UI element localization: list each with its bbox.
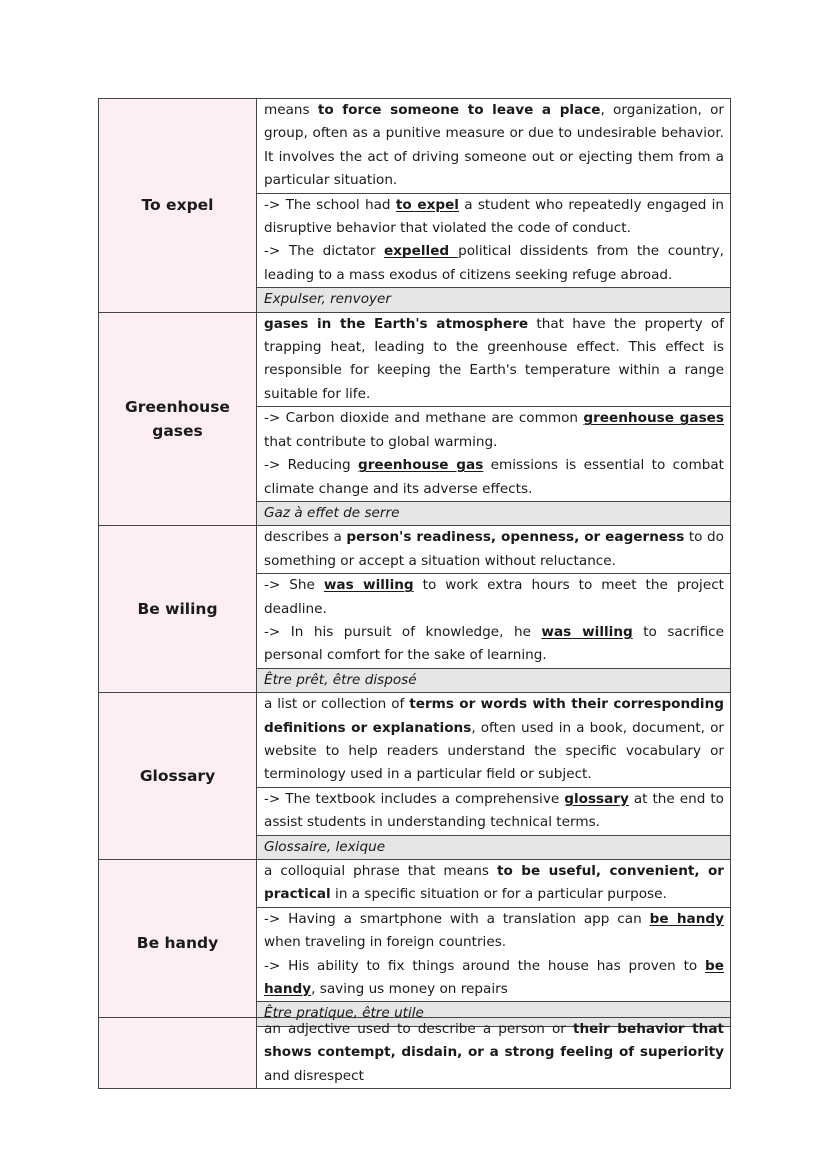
example-sentence (264, 240, 724, 287)
emphasis-bold (396, 197, 459, 213)
emphasis-bold: their behavior that shows contempt, disdain, or a strong feeling of superiority (264, 1021, 724, 1061)
example-sentence (264, 574, 724, 621)
vocab-term: gases (152, 421, 203, 440)
highlighted-term: was willing (323, 577, 414, 594)
text-run: a student who repeatedly engaged in disruptive behavior that violated the code of conduct. (264, 196, 724, 237)
vocab-body-cell (257, 1018, 731, 1089)
emphasis-bold (541, 624, 632, 640)
highlighted-term: glossary (564, 790, 629, 807)
highlighted-term: be handy (649, 910, 724, 927)
vocab-body-cell (257, 312, 731, 526)
vocab-term: Glossary (139, 767, 216, 786)
vocab-translation: Glossaire, lexique (257, 835, 730, 859)
vocab-translation: Être prêt, être disposé (257, 668, 730, 692)
text-run: -> She (264, 577, 324, 594)
vocab-term-cell (99, 99, 257, 313)
emphasis-bold: to force someone to leave a place (317, 102, 601, 118)
text-run: to sacrifice personal comfort for the sake of learning. (264, 623, 724, 664)
vocab-examples (257, 406, 730, 501)
text-run: -> Reducing (264, 457, 358, 474)
emphasis-bold: to be useful, convenient, or practical (264, 863, 725, 903)
emphasis-bold (358, 457, 483, 473)
text-run: when traveling in foreign countries. (264, 934, 507, 951)
vocab-definition (257, 99, 730, 193)
example-sentence (264, 407, 724, 454)
definition-paragraph (264, 526, 724, 573)
text-run: political dissidents from the country, leading to a mass exodus of citizens seeking refuge abroad. (264, 243, 724, 283)
emphasis-bold: person's readiness, openness, or eagerness (346, 529, 685, 546)
vocab-body-cell (257, 99, 731, 313)
vocab-definition (257, 313, 730, 407)
text-run: -> In his pursuit of knowledge, he (264, 623, 542, 640)
vocab-translation: Être pratique, être utile (257, 1001, 730, 1025)
text-run: -> His ability to fix things around the house has proven to (264, 957, 706, 974)
text-run: , often used in a book, document, or website to help readers understand the specific vocabulary or terminology used in a particular field or subject. (264, 719, 724, 783)
definition-paragraph (264, 860, 724, 907)
vocab-entry-row (99, 860, 731, 1027)
text-run: -> Having a smartphone with a translation app can (264, 910, 650, 927)
text-run: to do something or accept a situation without reluctance. (264, 529, 724, 569)
vocab-examples (257, 573, 730, 668)
text-run: that contribute to global warming. (264, 433, 498, 450)
highlighted-term: expelled (383, 243, 459, 260)
vocab-body-cell (257, 526, 731, 693)
text-run: a colloquial phrase that means (264, 863, 498, 879)
vocab-term: To expel (141, 196, 214, 215)
vocab-body-cell (257, 860, 731, 1027)
vocab-term-cell (99, 860, 257, 1027)
text-run: , saving us money on repairs (311, 981, 508, 998)
vocab-examples (257, 787, 730, 835)
vocab-entry-row (99, 693, 731, 860)
text-run: and disrespect (264, 1067, 364, 1084)
definition-paragraph (264, 693, 724, 787)
vocab-body-cell (257, 693, 731, 860)
vocab-entry-row (99, 526, 731, 693)
vocab-entry-row (99, 99, 731, 313)
example-sentence (264, 621, 724, 668)
text-run: , organization, or group, often as a punitive measure or due to undesirable behavior. It involves the act of driving someone out or ejecting them from a particular situation. (264, 102, 724, 189)
emphasis-bold (384, 243, 458, 259)
text-run: describes a (264, 529, 347, 546)
emphasis-bold (324, 577, 414, 593)
example-sentence (264, 955, 724, 1002)
highlighted-term: be handy (264, 957, 724, 998)
vocab-definition (257, 526, 730, 573)
text-run: -> Carbon dioxide and methane are common (264, 410, 584, 427)
vocab-term-cell (99, 526, 257, 693)
highlighted-term: to expel (395, 196, 459, 213)
vocabulary-table-continued (98, 1017, 731, 1089)
vocab-definition (257, 693, 730, 787)
definition-paragraph (264, 99, 724, 193)
text-run: means (264, 102, 318, 118)
emphasis-bold (583, 410, 724, 426)
vocab-definition (257, 1018, 730, 1088)
emphasis-bold: gases in the Earth's atmosphere (264, 315, 529, 332)
vocab-term-cell (99, 312, 257, 526)
vocab-definition (257, 860, 730, 907)
highlighted-term: greenhouse gas (357, 457, 484, 474)
vocab-term-cell (99, 693, 257, 860)
example-sentence (264, 788, 724, 835)
text-run: to work extra hours to meet the project deadline. (264, 577, 724, 617)
vocab-term: Be handy (136, 933, 219, 952)
text-run: in a specific situation or for a particular purpose. (330, 886, 667, 903)
vocabulary-table-body (99, 99, 731, 1027)
text-run: that have the property of trapping heat, leading to the greenhouse effect. This effect is responsible for keeping the Earth's temperature within a range suitable for life. (264, 315, 724, 402)
text-run: a list or collection of (264, 696, 410, 713)
text-run: at the end to assist students in understanding technical terms. (264, 790, 724, 831)
text-run: emissions is essential to combat climate change and its adverse effects. (264, 457, 724, 497)
example-sentence (264, 454, 724, 501)
vocab-term: Greenhouse (125, 397, 230, 416)
emphasis-bold: terms or words with their corresponding definitions or explanations (264, 696, 724, 736)
highlighted-term: greenhouse gases (583, 410, 724, 427)
vocab-translation: Gaz à effet de serre (257, 501, 730, 525)
example-sentence (264, 194, 724, 241)
text-run: -> The dictator (264, 243, 384, 260)
vocab-entry-row (99, 312, 731, 526)
vocab-examples (257, 193, 730, 288)
text-run: -> The textbook includes a comprehensive (264, 790, 565, 807)
vocabulary-table (98, 98, 731, 1027)
vocab-term: Be wiling (137, 600, 218, 619)
text-run: an adjective used to describe a person or (264, 1021, 573, 1037)
example-sentence (264, 908, 724, 955)
highlighted-term: was willing (541, 623, 633, 640)
definition-paragraph (264, 313, 724, 407)
vocab-translation: Expulser, renvoyer (257, 287, 730, 311)
emphasis-bold (564, 791, 629, 807)
vocab-term-cell (99, 1018, 257, 1089)
vocab-examples (257, 907, 730, 1002)
vocab-entry-row (99, 1018, 731, 1089)
text-run: -> The school had (264, 196, 396, 213)
emphasis-bold (650, 911, 724, 927)
